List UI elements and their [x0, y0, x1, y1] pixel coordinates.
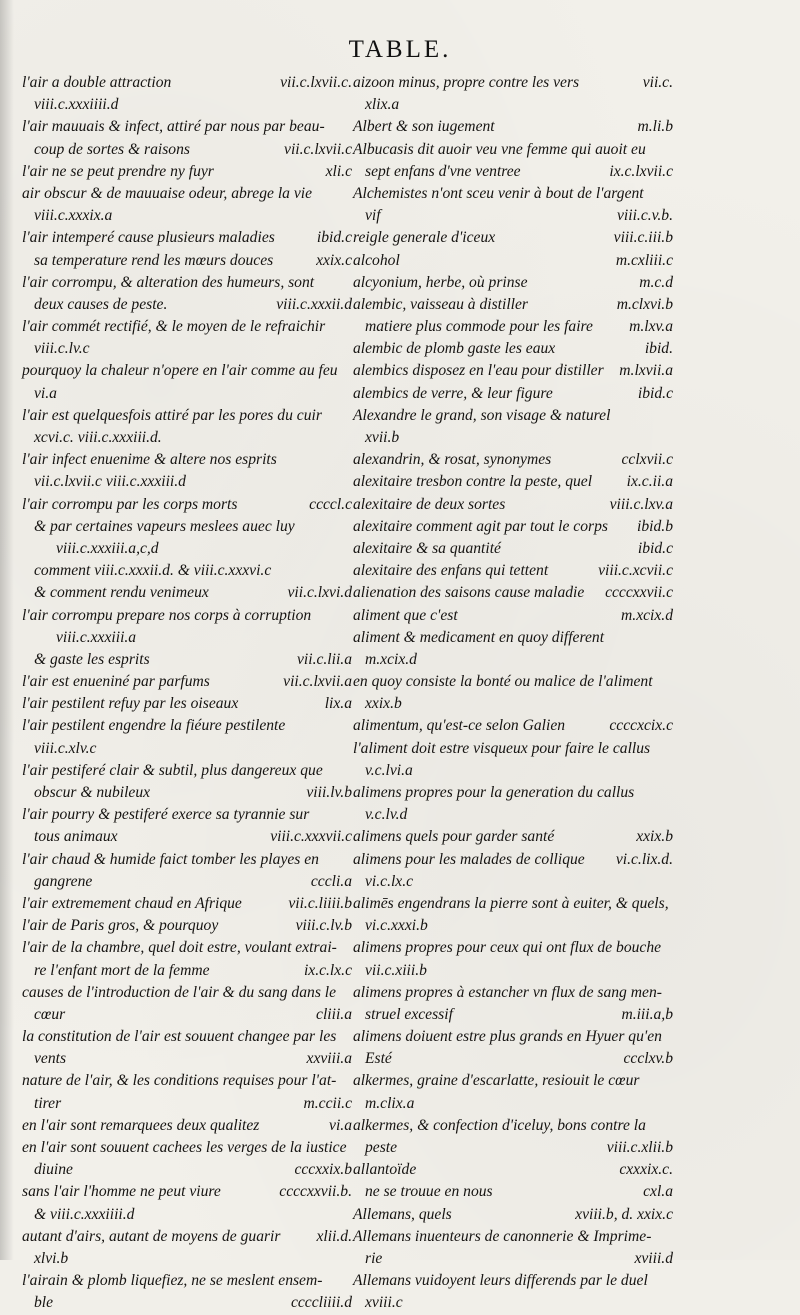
index-entry-reference: ibid.c: [316, 229, 352, 247]
index-entry-line: [353, 405, 673, 427]
index-entry-line: [353, 449, 673, 471]
index-entry-line: [353, 782, 673, 804]
index-entry-line: [353, 760, 673, 782]
index-entry-line: [22, 871, 352, 893]
index-entry-line: [353, 1181, 673, 1203]
index-entry-text: alexitaire tresbon contre la peste, quel: [353, 473, 593, 491]
index-entry-reference: m.xcix.d: [621, 606, 673, 624]
index-entry-text: Allemans vuidoyent leurs differends par le duel: [353, 1272, 648, 1290]
index-entry-line: [22, 826, 352, 848]
index-entry-line: [22, 693, 352, 715]
index-entry-text: l'air de la chambre, quel doit estre, voulant extrai-: [22, 939, 337, 957]
index-entry-line: [353, 982, 673, 1004]
index-entry-text: en l'air sont remarquees deux qualitez: [22, 1116, 260, 1134]
index-entry-line: [22, 516, 352, 538]
index-entry-reference: ix.c.lx.c: [303, 961, 352, 979]
index-entry-line: [353, 715, 673, 737]
index-entry-text: l'air extremement chaud en Afrique: [22, 894, 242, 912]
index-entry-text: diuine: [34, 1161, 73, 1179]
index-entry-text: vi.c.xxxi.b: [365, 917, 428, 935]
index-entry-line: [22, 738, 352, 760]
index-entry-text: re l'enfant mort de la femme: [34, 961, 210, 979]
index-entry-reference: viii.c.lv.b: [295, 917, 352, 935]
index-entry-reference: m.ccii.c: [303, 1094, 352, 1112]
index-entry-line: [353, 937, 673, 959]
index-entry-text: l'air ne se peut prendre ny fuyr: [22, 162, 214, 180]
index-entry-text: xvii.b: [365, 429, 400, 446]
index-entry-text: alexitaire de deux sortes: [353, 495, 506, 513]
index-entry-text: l'air corrompu, & alteration des humeurs, sont: [22, 273, 315, 291]
index-entry-text: causes de l'introduction de l'air & du sang dans le: [22, 983, 337, 1001]
index-entry-line: [353, 649, 673, 671]
index-entry-line: [22, 671, 352, 693]
index-entry-reference: ccccxxvii.c: [605, 584, 673, 602]
index-entry-line: [22, 849, 352, 871]
index-entry-reference: ix.c.lxvii.c: [609, 162, 673, 180]
index-entry-line: [353, 294, 673, 316]
index-entry-text: alimēs engendrans la pierre sont à euiter, & quels,: [353, 894, 669, 912]
index-entry-reference: ibid.c: [637, 384, 673, 402]
index-entry-text: l'air pestilent refuy par les oiseaux: [22, 695, 239, 713]
index-entry-reference: vi.a: [329, 1116, 352, 1134]
index-entry-line: [353, 272, 673, 294]
index-entry-line: [22, 139, 352, 161]
index-entry-line: [353, 693, 673, 715]
index-entry-text: aliment que c'est: [353, 606, 458, 624]
index-entry-text: sans l'air l'homme ne peut viure: [22, 1183, 221, 1201]
index-entry-text: alcohol: [353, 251, 400, 269]
index-entry-line: [353, 116, 673, 138]
index-entry-text: ne se trouue en nous: [365, 1183, 493, 1201]
index-entry-reference: m.lxv.a: [629, 318, 673, 336]
index-entry-line: [22, 937, 352, 959]
index-entry-line: [353, 1226, 673, 1248]
index-entry-text: l'air corrompu par les corps morts: [22, 495, 238, 513]
index-entry-reference: ccccxcix.c: [609, 717, 673, 735]
index-entry-line: [22, 383, 352, 405]
index-entry-text: & par certaines vapeurs meslees auec luy: [34, 517, 295, 535]
index-entry-text: alimens quels pour garder santé: [353, 828, 555, 846]
index-entry-text: vii.c.xiii.b: [365, 961, 427, 979]
index-entry-line: [353, 1026, 673, 1048]
index-entry-line: [353, 738, 673, 760]
index-entry-text: v.c.lv.d: [365, 806, 408, 824]
index-entry-line: [353, 183, 673, 205]
index-entry-text: obscur & nubileux: [34, 784, 151, 801]
index-entry-reference: cccli.a: [310, 872, 352, 890]
index-entry-line: [353, 1004, 673, 1026]
index-entry-reference: xxix.c: [316, 251, 352, 269]
index-entry-line: [22, 116, 352, 138]
index-entry-reference: xli.c: [325, 162, 352, 180]
index-entry-reference: cxxxix.c.: [619, 1161, 673, 1179]
index-entry-line: [22, 605, 352, 627]
index-entry-line: [353, 494, 673, 516]
index-entry-line: [353, 560, 673, 582]
index-entry-line: [353, 605, 673, 627]
index-entry-line: [353, 516, 673, 538]
index-entry-line: [22, 804, 352, 826]
index-entry-reference: viii.c.xlii.b: [606, 1139, 673, 1156]
index-entry-line: [353, 383, 673, 405]
index-entry-line: [353, 427, 673, 449]
index-entry-text: alimens propres à estancher vn flux de sang men-: [353, 983, 662, 1001]
index-entry-line: [22, 893, 352, 915]
left-index-column: [22, 72, 352, 1315]
index-entry-text: xxix.b: [365, 695, 402, 713]
index-entry-reference: xviii.b, d. xxix.c: [575, 1205, 673, 1223]
index-entry-line: [22, 250, 352, 272]
index-entry-line: [353, 471, 673, 493]
index-entry-text: rie: [365, 1249, 383, 1267]
index-entry-text: cœur: [34, 1005, 66, 1023]
index-entry-text: l'air commét rectifié, & le moyen de le refraichir: [22, 318, 326, 336]
index-entry-line: [353, 849, 673, 871]
index-entry-reference: ccccl.c: [309, 495, 352, 513]
index-entry-text: sept enfans d'vne ventree: [365, 162, 521, 180]
index-entry-line: [22, 1137, 352, 1159]
index-entry-reference: cccxxix.b: [294, 1161, 352, 1179]
index-entry-text: l'air de Paris gros, & pourquoy: [22, 917, 219, 935]
index-entry-text: ble: [34, 1294, 54, 1312]
index-entry-line: [353, 538, 673, 560]
index-entry-text: Albucasis dit auoir veu vne femme qui auoit eu: [353, 140, 646, 158]
index-entry-reference: vii.c.lxvii.c.: [280, 74, 352, 91]
index-entry-text: alembics disposez en l'eau pour distiller: [353, 362, 604, 380]
index-entry-line: [353, 582, 673, 604]
index-entry-text: Allemans inuenteurs de canonnerie & Imprime-: [353, 1227, 652, 1245]
index-entry-line: [353, 250, 673, 272]
index-entry-text: Alchemistes n'ont sceu venir à bout de l'argent: [353, 184, 644, 202]
index-entry-reference: m.li.b: [637, 118, 673, 136]
index-entry-line: [353, 826, 673, 848]
index-entry-line: [22, 272, 352, 294]
index-entry-reference: ibid.: [644, 340, 673, 358]
index-entry-line: [22, 1181, 352, 1203]
index-entry-text: viii.c.xlv.c: [34, 739, 97, 757]
index-entry-reference: cxl.a: [643, 1183, 673, 1201]
index-entry-text: xlvi.b: [34, 1249, 69, 1267]
index-entry-text: vif: [365, 207, 381, 225]
index-entry-text: en l'air sont souuent cachees les verges de la iustice: [22, 1139, 347, 1156]
index-entry-line: [353, 1159, 673, 1181]
index-entry-text: air obscur & de mauuaise odeur, abrege la vie: [22, 184, 313, 202]
index-entry-text: v.c.lvi.a: [365, 761, 413, 779]
index-entry-text: gangrene: [34, 872, 93, 890]
index-entry-text: & comment rendu venimeux: [34, 584, 209, 602]
index-entry-line: [353, 1204, 673, 1226]
index-entry-line: [353, 1048, 673, 1070]
index-entry-line: [22, 1270, 352, 1292]
index-entry-text: viii.c.xxxiii.a: [56, 628, 137, 646]
index-entry-reference: ccccxxvii.b.: [279, 1183, 352, 1201]
index-entry-reference: m.cxliii.c: [615, 251, 673, 269]
index-entry-line: [353, 1292, 673, 1314]
index-entry-line: [22, 161, 352, 183]
index-entry-text: l'air chaud & humide faict tomber les playes en: [22, 850, 319, 868]
index-entry-text: m.clix.a: [365, 1094, 415, 1112]
index-entry-text: Alexandre le grand, son visage & naturel: [353, 406, 611, 424]
index-entry-line: [353, 871, 673, 893]
index-entry-text: alembics de verre, & leur figure: [353, 384, 553, 402]
index-entry-line: [22, 316, 352, 338]
index-entry-reference: xxviii.a: [306, 1050, 352, 1068]
index-entry-text: alembic de plomb gaste les eaux: [353, 340, 556, 358]
index-entry-line: [353, 205, 673, 227]
index-entry-line: [353, 960, 673, 982]
index-entry-line: [22, 649, 352, 671]
index-entry-line: [22, 338, 352, 360]
index-entry-line: [353, 139, 673, 161]
index-entry-reference: xviii.d: [634, 1249, 673, 1267]
index-entry-reference: ccclxv.b: [623, 1050, 673, 1068]
index-entry-reference: viii.c.lxv.a: [609, 495, 673, 513]
index-entry-text: vents: [34, 1050, 67, 1068]
index-entry-text: m.xcix.d: [365, 650, 417, 668]
index-entry-text: alimens propres pour la generation du callus: [353, 784, 635, 801]
index-entry-text: alexitaire & sa quantité: [353, 539, 501, 557]
index-entry-line: [353, 893, 673, 915]
index-entry-line: [353, 1093, 673, 1115]
index-entry-text: alimens propres pour ceux qui ont flux de bouche: [353, 939, 662, 957]
index-entry-text: vi.c.lx.c: [365, 872, 414, 890]
index-entry-reference: m.lxvii.a: [619, 362, 673, 380]
index-entry-text: l'aliment doit estre visqueux pour faire le callus: [353, 739, 651, 757]
index-entry-text: Allemans, quels: [353, 1205, 452, 1223]
index-entry-text: l'air infect enuenime & altere nos esprits: [22, 451, 277, 469]
index-entry-text: alembic, vaisseau à distiller: [353, 295, 528, 313]
index-entry-text: peste: [365, 1139, 398, 1156]
index-entry-line: [22, 1026, 352, 1048]
index-entry-line: [353, 227, 673, 249]
index-entry-text: alcyonium, herbe, où prinse: [353, 273, 528, 291]
index-entry-line: [353, 94, 673, 116]
index-entry-text: Albert & son iugement: [353, 118, 495, 136]
index-entry-text: struel excessif: [365, 1005, 453, 1023]
index-entry-text: alienation des saisons cause maladie: [353, 584, 585, 602]
index-entry-line: [22, 760, 352, 782]
page-title: TABLE.: [348, 36, 452, 63]
index-entry-line: [22, 1226, 352, 1248]
index-entry-text: l'air a double attraction: [22, 74, 172, 91]
index-entry-line: [22, 72, 352, 94]
index-entry-line: [22, 1004, 352, 1026]
index-entry-line: [22, 1248, 352, 1270]
index-entry-text: comment viii.c.xxxii.d. & viii.c.xxxvi.c: [34, 562, 272, 580]
index-entry-reference: lix.a: [324, 695, 352, 713]
index-entry-line: [353, 316, 673, 338]
index-entry-line: [353, 1137, 673, 1159]
index-entry-reference: vii.c.liiii.b: [288, 894, 352, 912]
index-entry-text: tous animaux: [34, 828, 118, 846]
index-entry-text: xlix.a: [365, 96, 400, 114]
index-entry-text: en quoy consiste la bonté ou malice de l'aliment: [353, 673, 653, 691]
index-entry-line: [22, 538, 352, 560]
index-entry-text: pourquoy la chaleur n'opere en l'air comme au feu: [22, 362, 338, 380]
index-entry-line: [353, 804, 673, 826]
index-entry-reference: ibid.c: [637, 539, 673, 557]
index-entry-line: [22, 960, 352, 982]
index-entry-reference: vii.c.lii.a: [297, 650, 352, 668]
index-entry-text: viii.c.xxxiiii.d: [34, 96, 119, 114]
index-entry-text: Esté: [365, 1050, 392, 1068]
index-entry-reference: viii.c.xxxii.d: [276, 295, 352, 313]
index-entry-reference: ccccliiii.d: [290, 1294, 352, 1312]
index-entry-reference: vii.c.lxvii.a: [283, 673, 352, 691]
index-entry-reference: viii.c.v.b.: [617, 207, 673, 225]
index-entry-text: l'air est quelquesfois attiré par les pores du cuir: [22, 406, 322, 424]
index-entry-line: [353, 627, 673, 649]
index-entry-text: aliment & medicament en quoy different: [353, 628, 605, 646]
index-entry-line: [353, 360, 673, 382]
index-entry-line: [22, 782, 352, 804]
index-entry-line: [22, 1204, 352, 1226]
index-entry-text: alimens pour les malades de collique: [353, 850, 585, 868]
index-entry-text: alimens doiuent estre plus grands en Hyuer qu'en: [353, 1028, 662, 1046]
index-entry-line: [22, 294, 352, 316]
index-entry-text: & viii.c.xxxiiii.d: [34, 1205, 135, 1223]
index-entry-reference: xxix.b: [636, 828, 673, 846]
index-entry-text: alexitaire comment agit par tout le corps: [353, 517, 608, 535]
index-entry-line: [22, 427, 352, 449]
index-entry-reference: viii.c.xcvii.c: [598, 562, 673, 580]
index-entry-text: l'air pestiferé clair & subtil, plus dangereux que: [22, 761, 323, 779]
binding-shadow: [0, 0, 14, 1260]
index-entry-text: nature de l'air, & les conditions requises pour l'at-: [22, 1072, 337, 1090]
index-entry-reference: cliii.a: [316, 1005, 352, 1023]
index-entry-line: [353, 1270, 673, 1292]
index-entry-line: [22, 1093, 352, 1115]
index-entry-reference: viii.c.xxxvii.c: [270, 828, 352, 846]
index-entry-text: sa temperature rend les mœurs douces: [34, 251, 274, 269]
index-entry-line: [353, 338, 673, 360]
index-entry-reference: viii.c.iii.b: [613, 229, 673, 247]
right-index-column: [353, 72, 673, 1315]
index-entry-line: [353, 72, 673, 94]
index-entry-line: [22, 715, 352, 737]
index-entry-line: [22, 627, 352, 649]
index-entry-line: [22, 982, 352, 1004]
index-entry-text: matiere plus commode pour les faire: [365, 318, 593, 336]
index-entry-line: [22, 94, 352, 116]
index-entry-reference: m.iii.a,b: [621, 1005, 673, 1023]
index-entry-reference: xlii.d.: [316, 1227, 352, 1245]
index-entry-reference: m.c.d: [639, 273, 673, 291]
index-entry-text: l'air pestilent engendre la fiéure pestilente: [22, 717, 286, 735]
index-entry-line: [22, 1070, 352, 1092]
index-entry-reference: vii.c.lxvi.d: [287, 584, 352, 602]
index-entry-text: allantoïde: [353, 1161, 417, 1179]
index-entry-text: l'airain & plomb liquefiez, ne se meslent ensem-: [22, 1272, 323, 1290]
index-entry-reference: m.clxvi.b: [616, 295, 673, 313]
index-entry-text: viii.c.xxxix.a: [34, 207, 113, 225]
index-entry-line: [353, 1070, 673, 1092]
index-entry-line: [22, 915, 352, 937]
index-entry-line: [22, 560, 352, 582]
index-entry-text: aizoon minus, propre contre les vers: [353, 74, 580, 91]
index-entry-line: [22, 471, 352, 493]
index-entry-line: [22, 494, 352, 516]
index-entry-text: viii.c.xxxiii.a,c,d: [56, 539, 159, 557]
index-entry-line: [22, 205, 352, 227]
index-entry-line: [22, 1048, 352, 1070]
index-entry-text: l'air corrompu prepare nos corps à corruption: [22, 606, 312, 624]
index-entry-line: [22, 449, 352, 471]
index-entry-text: deux causes de peste.: [34, 295, 168, 313]
index-entry-text: alkermes, & confection d'iceluy, bons contre la: [353, 1116, 646, 1134]
index-entry-line: [353, 1248, 673, 1270]
index-entry-line: [22, 183, 352, 205]
index-entry-reference: vi.c.lix.d.: [615, 850, 673, 868]
index-entry-text: l'air mauuais & infect, attiré par nous par beau-: [22, 118, 325, 136]
index-entry-text: viii.c.lv.c: [34, 340, 90, 358]
index-entry-text: l'air pourry & pestiferé exerce sa tyrannie sur: [22, 806, 310, 824]
index-entry-text: alexandrin, & rosat, synonymes: [353, 451, 552, 469]
index-entry-line: [22, 1115, 352, 1137]
index-entry-text: coup de sortes & raisons: [34, 140, 190, 158]
index-entry-reference: cclxvii.c: [621, 451, 673, 469]
index-entry-text: alimentum, qu'est-ce selon Galien: [353, 717, 566, 735]
index-entry-reference: ibid.b: [637, 517, 673, 535]
index-entry-line: [353, 161, 673, 183]
index-entry-text: l'air intemperé cause plusieurs maladies: [22, 229, 275, 247]
index-entry-text: reigle generale d'iceux: [353, 229, 496, 247]
index-entry-text: & gaste les esprits: [34, 650, 150, 668]
index-entry-text: alkermes, graine d'escarlatte, resiouit le cœur: [353, 1072, 640, 1090]
index-entry-text: autant d'airs, autant de moyens de guarir: [22, 1227, 281, 1245]
index-entry-line: [353, 915, 673, 937]
index-entry-text: tirer: [34, 1094, 62, 1112]
index-entry-line: [22, 227, 352, 249]
index-entry-line: [22, 1292, 352, 1314]
index-entry-text: alexitaire des enfans qui tettent: [353, 562, 549, 580]
index-entry-line: [22, 582, 352, 604]
index-entry-text: vii.c.lxvii.c viii.c.xxxiii.d: [34, 473, 186, 491]
index-entry-text: l'air est enueniné par parfums: [22, 673, 210, 691]
index-entry-text: vi.a: [34, 384, 57, 402]
index-entry-line: [353, 1115, 673, 1137]
index-entry-reference: vii.c.: [642, 74, 673, 91]
index-entry-text: xviii.c: [365, 1294, 403, 1312]
index-entry-line: [22, 360, 352, 382]
index-entry-line: [353, 671, 673, 693]
index-entry-reference: viii.lv.b: [306, 784, 352, 801]
index-entry-line: [22, 405, 352, 427]
index-entry-text: la constitution de l'air est souuent changee par les: [22, 1028, 337, 1046]
index-entry-reference: vii.c.lxvii.c: [284, 140, 352, 158]
index-entry-reference: ix.c.ii.a: [626, 473, 673, 491]
index-entry-line: [22, 1159, 352, 1181]
index-entry-text: xcvi.c. viii.c.xxxiii.d.: [34, 429, 162, 446]
